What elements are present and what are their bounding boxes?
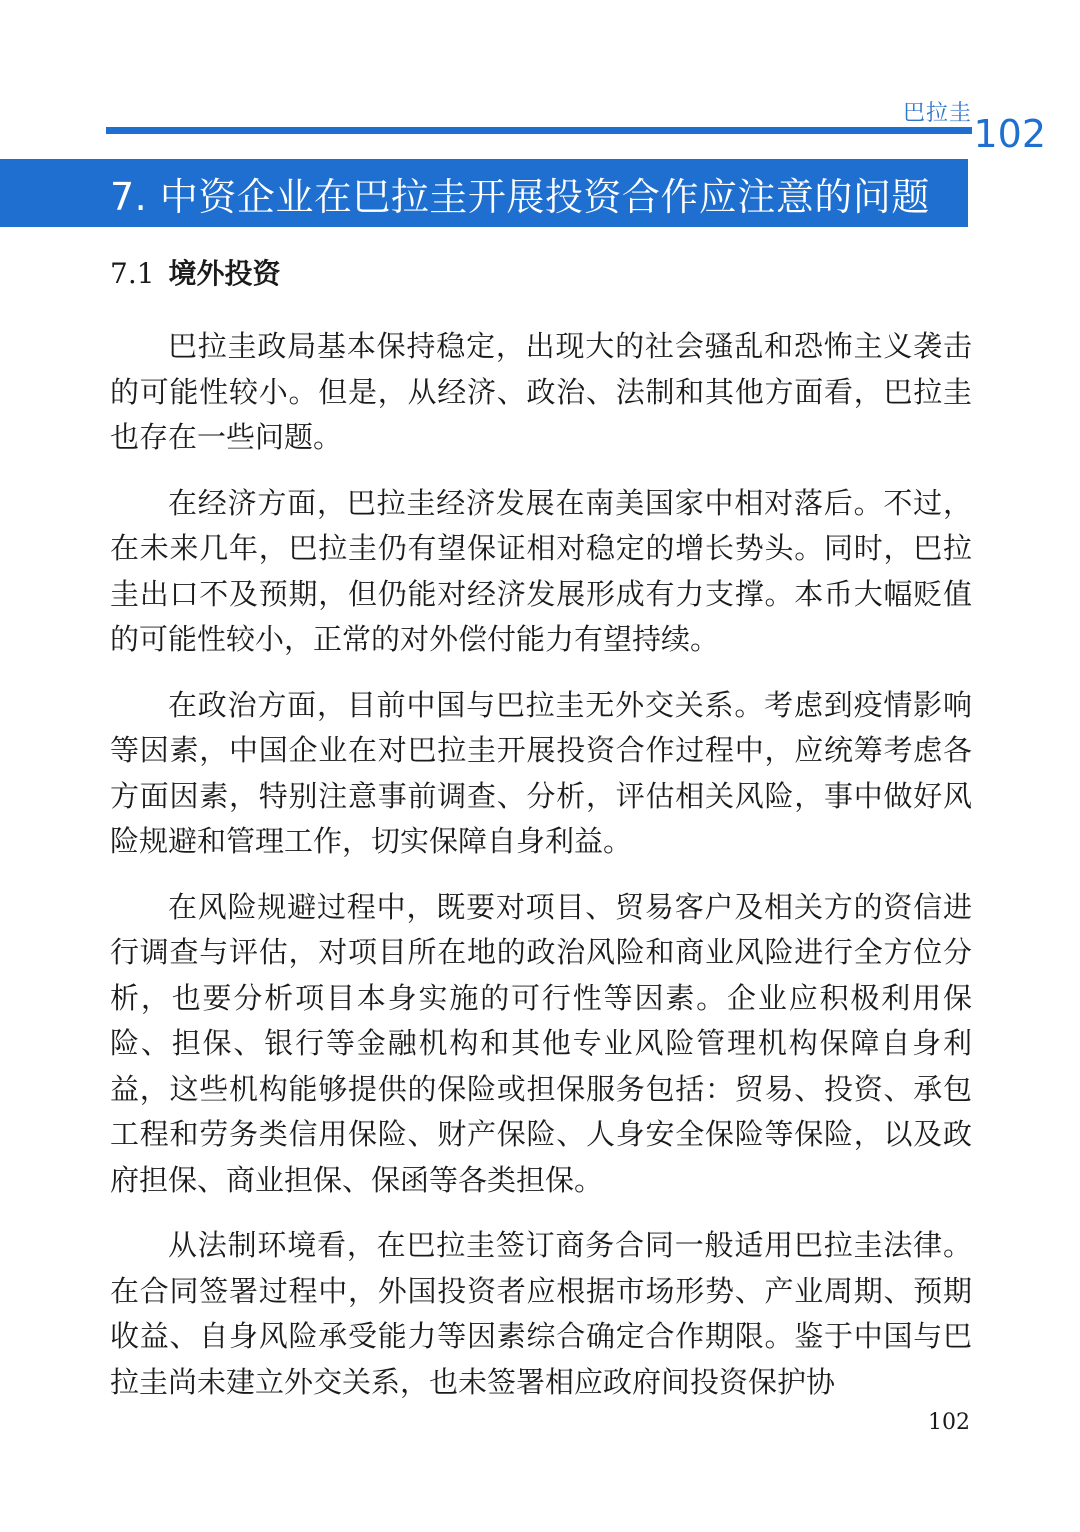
header-page-number: 102 (973, 112, 1046, 156)
paragraph-1: 巴拉圭政局基本保持稳定，出现大的社会骚乱和恐怖主义袭击的可能性较小。但是，从经济、政治、法制和其他方面看，巴拉圭也存在一些问题。 (110, 329, 972, 454)
paragraph-5: 从法制环境看，在巴拉圭签订商务合同一般适用巴拉圭法律。在合同签署过程中，外国投资者应根据市场形势、产业周期、预期收益、自身风险承受能力等因素综合确定合作期限。鉴于中国与巴拉圭尚未建立外交关系，也未签署相应政府间投资保护协 (110, 1228, 972, 1399)
chapter-banner (0, 159, 968, 227)
section-heading (110, 252, 281, 292)
section-title: 境外投资 (168, 257, 281, 290)
section-number: 7.1 (110, 257, 155, 290)
body-text (110, 324, 972, 1425)
paragraph-4: 在风险规避过程中，既要对项目、贸易客户及相关方的资信进行调查与评估，对项目所在地的政治风险和商业风险进行全方位分析，也要分析项目本身实施的可行性等因素。企业应积极利用保险、担保、银行等金融机构和其他专业风险管理机构保障自身利益，这些机构能够提供的保险或担保服务包括：贸易、投资、承包工程和劳务类信用保险、财产保险、人身安全保险等保险，以及政府担保、商业担保、保函等各类担保。 (110, 889, 972, 1197)
running-head-title: 巴拉圭 (902, 101, 972, 126)
footer-page-number: 102 (928, 1410, 970, 1435)
paragraph-2: 在经济方面，巴拉圭经济发展在南美国家中相对落后。不过，在未来几年，巴拉圭仍有望保证相对稳定的增长势头。同时，巴拉圭出口不及预期，但仍能对经济发展形成有力支撑。本币大幅贬值的可能性较小，正常的对外偿付能力有望持续。 (110, 485, 972, 656)
paragraph-3: 在政治方面，目前中国与巴拉圭无外交关系。考虑到疫情影响等因素，中国企业在对巴拉圭开展投资合作过程中，应统筹考虑各方面因素，特别注意事前调查、分析，评估相关风险，事中做好风险规避和管理工作，切实保障自身利益。 (110, 687, 972, 858)
chapter-title: 7. 中资企业在巴拉圭开展投资合作应注意的问题 (110, 174, 930, 219)
header-rule (106, 127, 972, 134)
